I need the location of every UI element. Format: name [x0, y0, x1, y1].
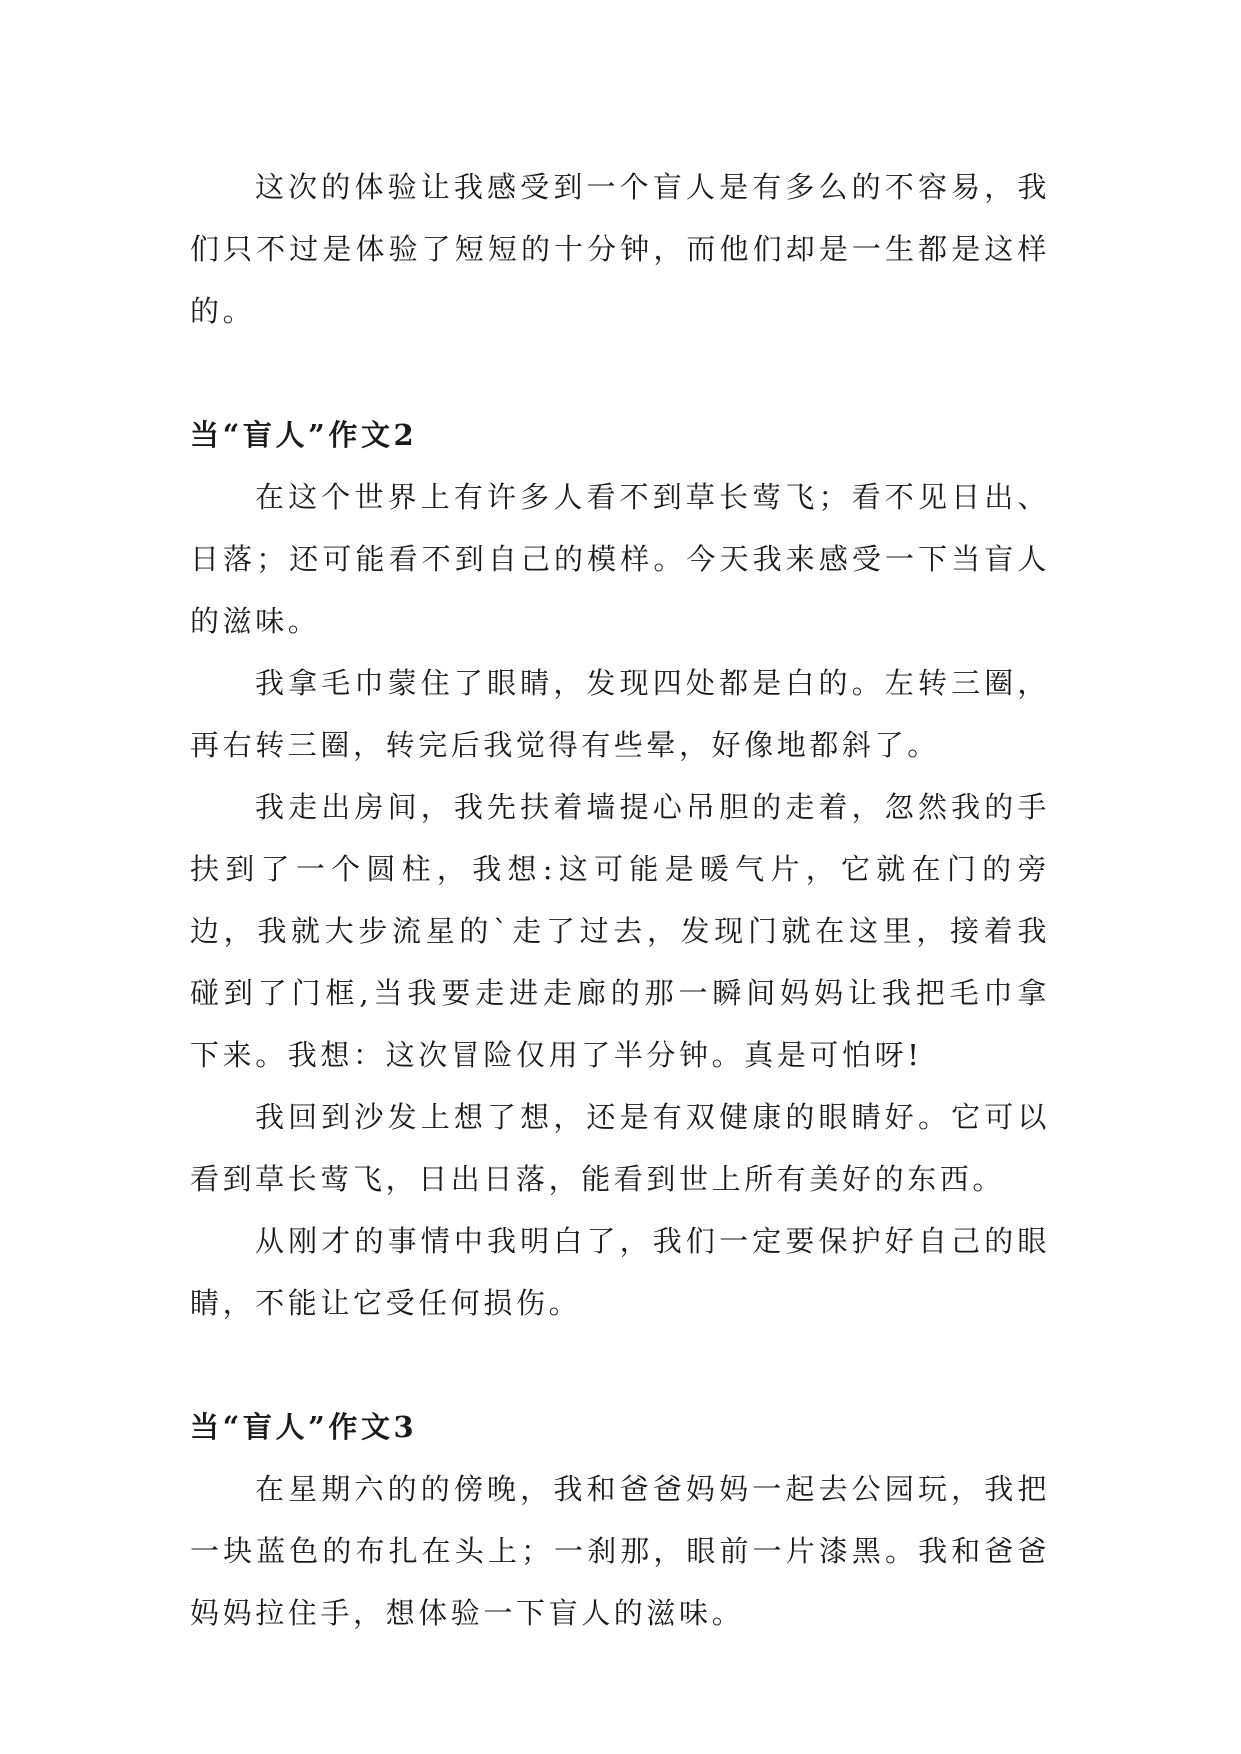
section-2-paragraph-1: 在这个世界上有许多人看不到草长莺飞；看不见日出、日落；还可能看不到自己的模样。今天我来感受一下当盲人的滋味。: [190, 480, 1050, 638]
section-3-paragraph-1: 在星期六的的傍晚，我和爸爸妈妈一起去公园玩，我把一块蓝色的布扎在头上；一刹那，眼前一片漆黑。我和爸爸妈妈拉住手，想体验一下盲人的滋味。: [190, 1472, 1050, 1630]
document-body: [190, 156, 1050, 1644]
section-2-heading: 当“盲人”作文2: [190, 418, 418, 452]
intro-paragraph-1: 这次的体验让我感受到一个盲人是有多么的不容易，我们只不过是体验了短短的十分钟，而他们却是一生都是这样的。: [190, 170, 1050, 328]
section-2-paragraph-3: 我走出房间，我先扶着墙提心吊胆的走着，忽然我的手扶到了一个圆柱，我想:这可能是暖气片，它就在门的旁边，我就大步流星的`走了过去，发现门就在这里，接着我碰到了门框,当我要走进走廊的那一瞬间妈妈让我把毛巾拿下来。我想：这次冒险仅用了半分钟。真是可怕呀!: [190, 790, 1050, 1072]
section-2-paragraph-4: 我回到沙发上想了想，还是有双健康的眼睛好。它可以看到草长莺飞，日出日落，能看到世上所有美好的东西。: [190, 1100, 1050, 1196]
section-2-paragraph-5: 从刚才的事情中我明白了，我们一定要保护好自己的眼睛，不能让它受任何损伤。: [190, 1224, 1050, 1320]
section-2-paragraph-2: 我拿毛巾蒙住了眼睛，发现四处都是白的。左转三圈，再右转三圈，转完后我觉得有些晕，好像地都斜了。: [190, 666, 1050, 762]
section-3-heading: 当“盲人”作文3: [190, 1410, 418, 1444]
